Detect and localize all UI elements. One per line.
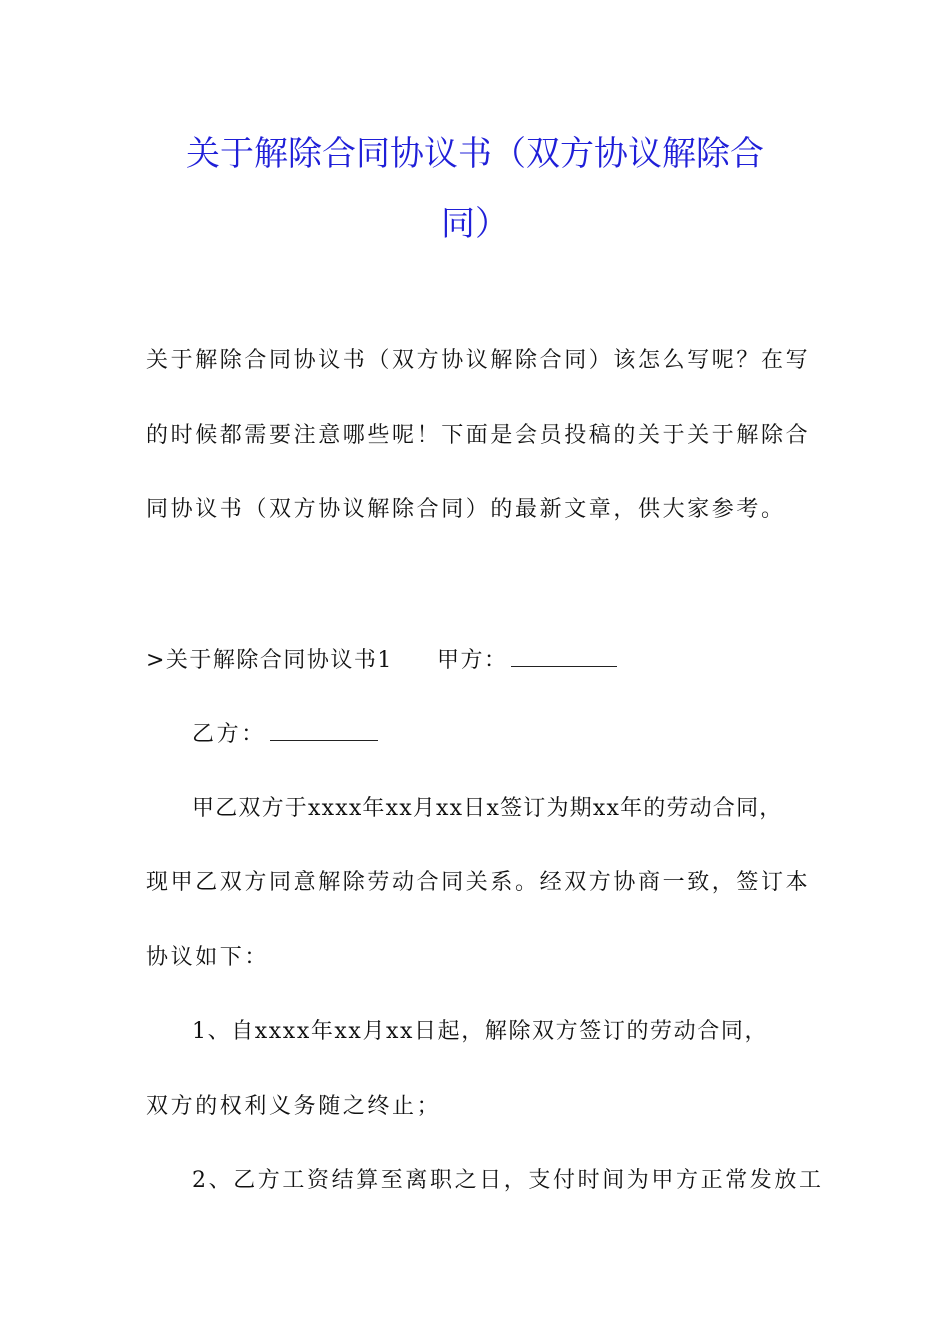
body-line-3: 协议如下： <box>146 945 270 970</box>
body-line-6: 2、乙方工资结算至离职之日，支付时间为甲方正常发放工 <box>192 1168 824 1193</box>
body-line-2: 现甲乙双方同意解除劳动合同关系。经双方协商一致，签订本 <box>146 870 811 895</box>
party-b-row <box>192 720 378 750</box>
party-b-blank <box>270 720 378 741</box>
document-title-line-2: 同） <box>441 204 509 244</box>
body-line-5: 双方的权利义务随之终止； <box>146 1094 442 1119</box>
party-b-label: 乙方： <box>192 722 266 747</box>
section-heading: >关于解除合同协议书1 <box>146 648 393 673</box>
party-a-blank <box>511 646 617 667</box>
intro-line-1: 关于解除合同协议书（双方协议解除合同）该怎么写呢？在写 <box>146 348 811 373</box>
intro-line-2: 的时候都需要注意哪些呢！下面是会员投稿的关于关于解除合 <box>146 423 811 448</box>
document-title-line-1: 关于解除合同协议书（双方协议解除合 <box>186 134 764 174</box>
party-a-label: 甲方： <box>436 648 508 673</box>
body-line-4: 1、自xxxx年xx月xx日起，解除双方签订的劳动合同， <box>192 1019 769 1044</box>
section-heading-row <box>146 646 617 676</box>
intro-line-3: 同协议书（双方协议解除合同）的最新文章，供大家参考。 <box>146 497 786 522</box>
body-line-1: 甲乙双方于xxxx年xx月xx日x签订为期xx年的劳动合同， <box>192 796 783 821</box>
